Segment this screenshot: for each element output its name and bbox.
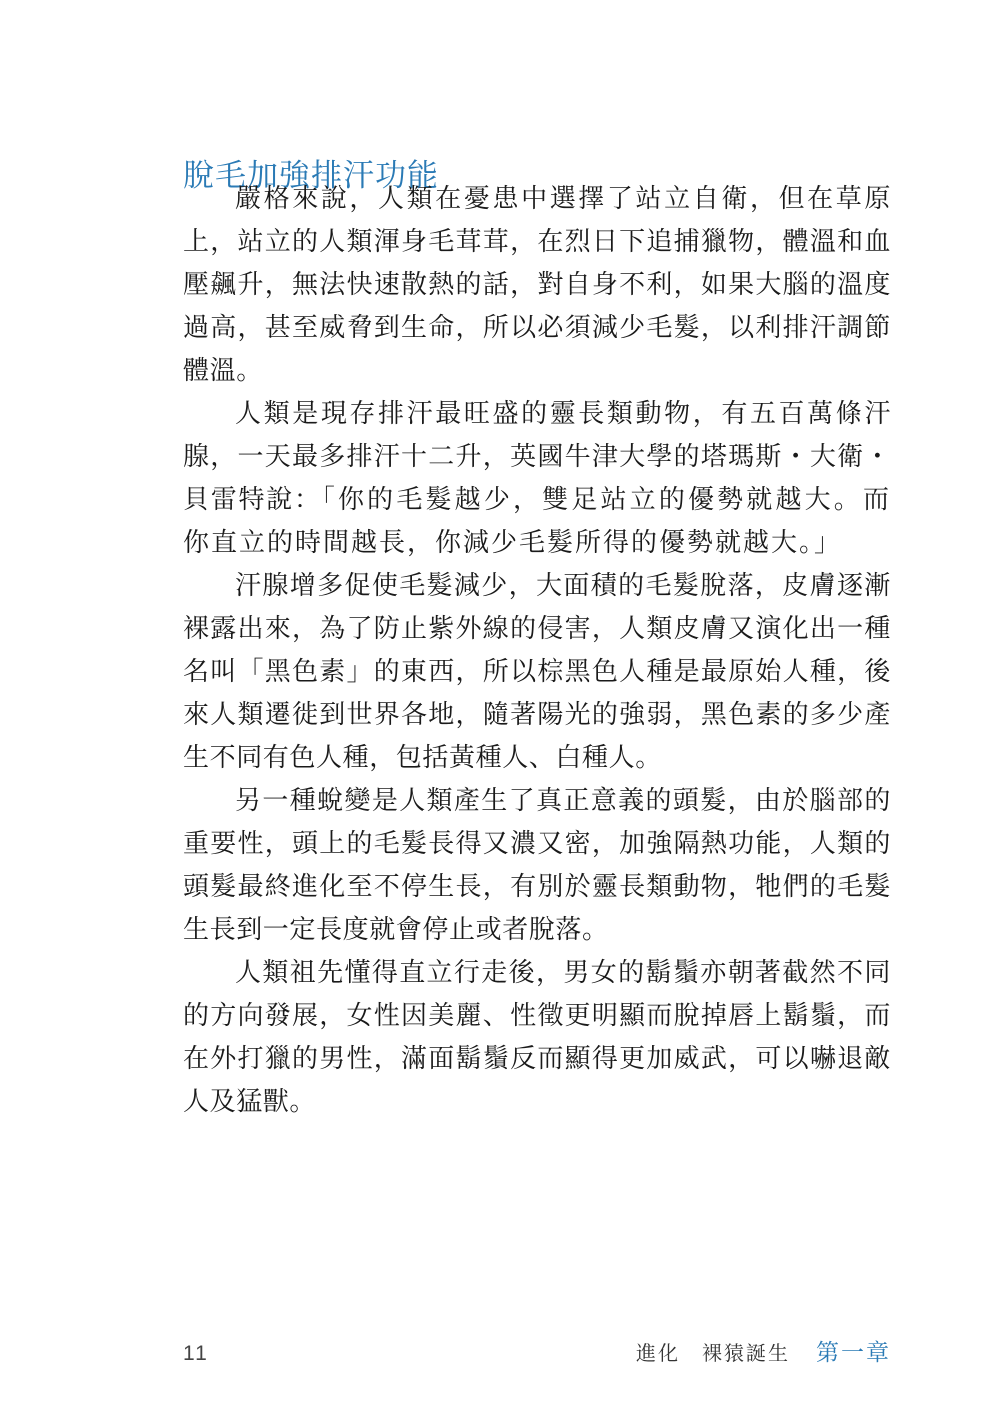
chapter-label: 第一章 bbox=[816, 1340, 891, 1366]
running-title: 進化 裸猿誕生 bbox=[636, 1341, 790, 1365]
paragraph-3: 汗腺增多促使毛髮減少，大面積的毛髮脫落，皮膚逐漸裸露出來，為了防止紫外線的侵害，人類皮膚又演化出一種名叫「黑色素」的東西，所以棕黑色人種是最原始人種，後來人類遷徙到世界各地，隨著陽光的強弱，黑色素的多少產生不同有色人種，包括黃種人、白種人。 bbox=[183, 571, 891, 773]
page-number: 11 bbox=[183, 1342, 209, 1365]
body-text bbox=[183, 178, 891, 1124]
paragraph-4: 另一種蛻變是人類產生了真正意義的頭髮，由於腦部的重要性，頭上的毛髮長得又濃又密，加強隔熱功能，人類的頭髮最終進化至不停生長，有別於靈長類動物，牠們的毛髮生長到一定長度就會停止或者脫落。 bbox=[183, 786, 891, 945]
running-footer bbox=[636, 1338, 891, 1368]
quote-text: 「你的毛髮越少，雙足站立的優勢就越大。而你直立的時間越長，你減少毛髮所得的優勢就越大。」 bbox=[183, 485, 891, 558]
paragraph-1: 嚴格來說，人類在憂患中選擇了站立自衛，但在草原上，站立的人類渾身毛茸茸，在烈日下追捕獵物，體溫和血壓飆升，無法快速散熱的話，對自身不利，如果大腦的溫度過高，甚至威脅到生命，所以必須減少毛髮，以利排汗調節體溫。 bbox=[183, 184, 891, 386]
paragraph-5: 人類祖先懂得直立行走後，男女的鬍鬚亦朝著截然不同的方向發展，女性因美麗、性徵更明顯而脫掉唇上鬍鬚，而在外打獵的男性，滿面鬍鬚反而顯得更加威武，可以嚇退敵人及猛獸。 bbox=[183, 958, 891, 1117]
paragraph-2-text: 人類是現存排汗最旺盛的靈長類動物，有五百萬條汗腺，一天最多排汗十二升，英國牛津大學的塔瑪斯・大衛・貝雷特說： bbox=[183, 399, 891, 515]
paragraph-2 bbox=[183, 393, 891, 565]
section-title: 脫毛加強排汗功能 bbox=[183, 157, 439, 194]
